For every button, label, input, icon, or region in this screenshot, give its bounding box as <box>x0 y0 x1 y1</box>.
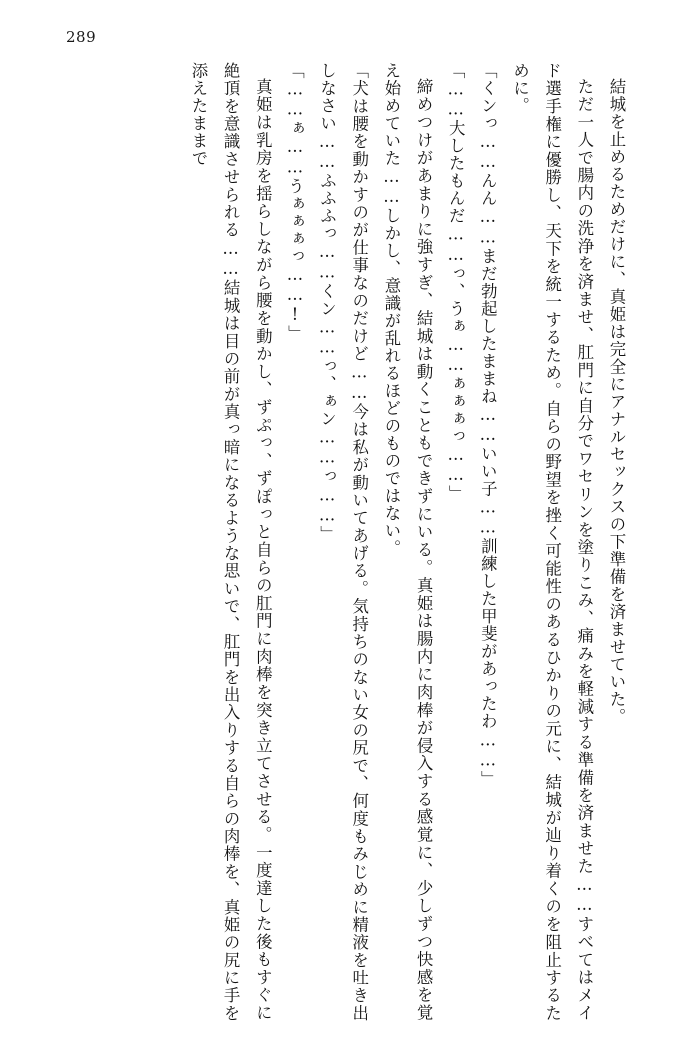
paragraph: 「……ぁ……うぁぁぁっ……!」 <box>285 62 305 343</box>
page-text-body <box>44 62 632 1022</box>
paragraph: 結城を止めるためだけに、真姫は完全にアナルセックスの下準備を済ませていた。 <box>607 78 626 726</box>
paragraph: 「犬は腰を動かすのが仕事なのだけど……今は私が動いてあげる。気持ちのない女の尻で、何度もみじめに精液を吐き出しなさい……ふふふっ……くン……っ、ぁン……っ……」 <box>317 62 369 1022</box>
paragraph: 「……大したもんだ……っ、うぁ……ぁぁぁっ……」 <box>446 62 466 503</box>
paragraph: 「くンっ……んん……まだ勃起したままね……いい子……訓練した甲斐があったわ……」 <box>478 62 498 788</box>
paragraph: ただ一人で腸内の洗浄を済ませ、肛門に自分でワセリンを塗りこみ、痛みを軽減する準備を済ませた……すべてはメイド選手権に優勝し、天下を統一するため。自らの野望を挫く可能性のあるひかりの元に、結城が辿り着くのを阻止するために。 <box>510 62 594 1022</box>
paragraph: 真姫は乳房を揺らしながら腰を動かし、ずぷっ、ずぽっと自らの肛門に肉棒を突き立てさせる。一度達した後もすぐに絶頂を意識させられる……結城は目の前が真っ暗になるような思いで、肛門を出入りする自らの肉棒を、真姫の尻に手を添えたままで <box>188 62 273 1022</box>
page-number: 289 <box>66 28 97 46</box>
paragraph: 締めつけがあまりに強すぎ、結城は動くこともできずにいる。真姫は腸内に肉棒が侵入する感覚に、少しずつ快感を覚え始めていた……しかし、意識が乱れるほどのものではない。 <box>381 62 434 1022</box>
